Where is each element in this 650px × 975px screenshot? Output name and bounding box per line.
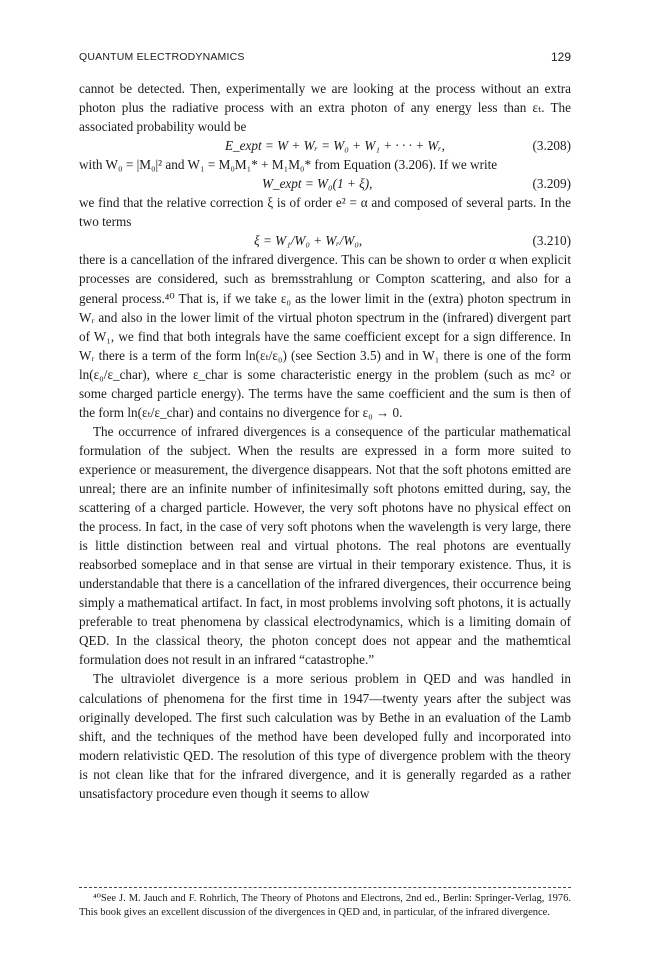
footnote-text: ⁴⁰See J. M. Jauch and F. Rohrlich, The Theory of Photons and Electrons, 2nd ed., Berlin: Springer-Verlag, 1976. This book gives an excellent discussion of the divergences in QED and, in particular, of the infrared divergence. [79,893,571,918]
paragraph-1: cannot be detected. Then, experimentally we are looking at the process without an extra photon plus the radiative process with an extra photon of any energy less than εₜ. The associated probability would be [79,81,571,135]
equation-expression: W_expt = W₀(1 + ξ), [262,176,373,192]
equation-expression: E_expt = W + Wᵣ = W₀ + W₁ + · · · + Wᵣ, [225,138,445,154]
equation-3-208 [79,136,571,155]
equation-number: (3.208) [532,138,571,154]
body-text [79,79,571,803]
paragraph-3: we find that the relative correction ξ is of order e² = α and composed of several parts. In the two terms [79,195,571,230]
equation-expression: ξ = W₁/W₀ + Wᵣ/W₀, [254,233,363,249]
equation-3-210 [79,231,571,250]
equation-3-209 [79,174,571,193]
equation-number: (3.210) [532,233,571,249]
paragraph-6: The ultraviolet divergence is a more serious problem in QED and was handled in calculations of phenomena for the first time in 1947—twenty years after the subject was originally developed. The first such calculation was by Bethe in an evaluation of the Lamb shift, and the techniques of the method have been developed fully and incorporated into modern relativistic QED. The resolution of this type of divergence problem with the theory is not clean like that for the infrared divergence, and it is generally regarded as a rather unsatisfactory procedure even though it seems to allow [79,671,571,801]
footnote [79,892,571,920]
running-head [79,50,571,68]
paragraph-2: with W₀ = |M₀|² and W₁ = M₀M₁* + M₁M₀* from Equation (3.206). If we write [79,157,498,173]
running-head-title: QUANTUM ELECTRODYNAMICS [79,51,245,63]
equation-number: (3.209) [532,176,571,192]
paragraph-4: there is a cancellation of the infrared divergence. This can be shown to order α when explicit processes are considered, such as bremsstrahlung or Compton scattering, and also for a general process.⁴⁰ That is, if we take ε₀ as the lower limit in the (extra) photon spectrum in Wᵣ and also in the lower limit of the virtual photon spectrum in the (infrared) divergent part of W₁, we find that both integrals have the same coefficient except for a sign difference. In Wᵣ there is a term of the form ln(εₜ/ε₀) (see Section 3.5) and in W₁ there is one of the form ln(ε₀/ε_char), where ε_char is some characteristic energy in the problem (such as mc² or some charged particle energy). The terms have the same coefficient and the sum is then of the form ln(εₜ/ε_char) and contains no divergence for ε₀ → 0. [79,252,571,420]
paragraph-5: The occurrence of infrared divergences is a consequence of the particular mathematical formulation of the subject. When the results are expressed in a form more suited to experience or measurement, the divergence disappears. Not that the soft photons emitted are unreal; there are an infinite number of infinitesimally soft photons emitted during, say, the scattering of a charged particle. However, the very soft photons have no physical effect on the process. In fact, in the case of very soft photons when the wavelength is very large, there is little distinction between real and virtual photons. The real photons are eventually reabsorbed someplace and in that sense are virtual in their temporary existence. Thus, it is understandable that there is a cancellation of the infrared divergences, their occurrence being simply a mathematical artifact. In fact, in most problems involving soft photons, it is actually preferable to treat phenomena by classical electrodynamics, which is a limiting domain of QED. In the classical theory, the photon concept does not appear and the mathemtical formulation does not result in an infrared “catastrophe.” [79,423,571,668]
footnote-rule [79,887,571,888]
page-number: 129 [550,50,571,64]
